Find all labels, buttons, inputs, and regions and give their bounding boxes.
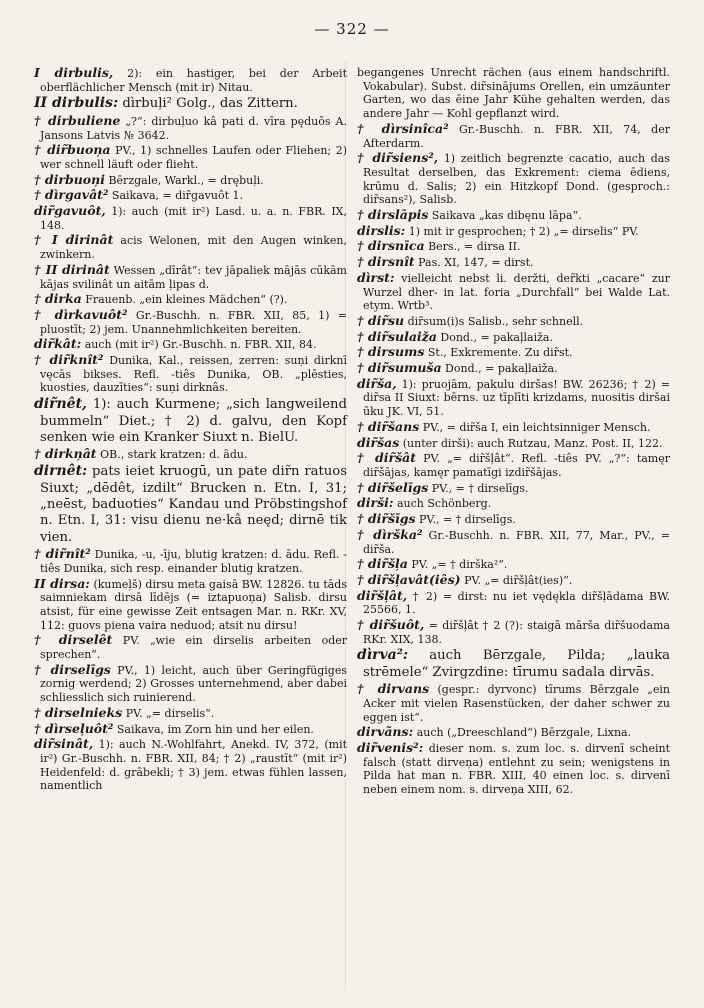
entry-text: acis Welonen, mit den Augen winken, zwinkern. xyxy=(40,234,348,262)
entry-headword: † dir̃siens², xyxy=(357,150,439,166)
dictionary-entry xyxy=(357,725,670,740)
dictionary-entry xyxy=(357,271,670,313)
dictionary-entry xyxy=(357,618,670,646)
entry-text: St., Exkremente. Zu dir̃st. xyxy=(427,346,573,360)
dictionary-entry xyxy=(34,292,347,307)
entry-text: Dunika, -u, -īju, blutig kratzen: d. ādu. Refl. -tiês Dunika, sich resp. einander blutig kratzen. xyxy=(40,548,347,575)
entry-headword: † dìrška² xyxy=(357,526,423,542)
entry-text: Bers., = dirsa II. xyxy=(428,240,521,254)
dictionary-entry xyxy=(34,577,347,633)
entry-text: begangenes Unrecht rächen (aus einem handschriftl. Vokabular). Subst. dir̃sinājums Orellen, ein umzäunter Garten, wo das ēine Jahr Kühe gehalten werden, das andere Jahr — Kohl gepflanzt wird. xyxy=(357,66,670,121)
dictionary-entry xyxy=(34,396,347,446)
entry-headword: dirši: xyxy=(357,495,394,511)
entry-text: PV., = † dirselīgs. xyxy=(419,513,516,527)
entry-headword: dir̃ša, xyxy=(357,375,397,391)
dictionary-entry xyxy=(34,188,347,203)
dictionary-entry xyxy=(357,420,670,435)
dictionary-entry xyxy=(357,224,670,239)
dictionary-entry xyxy=(357,436,670,451)
dictionary-entry xyxy=(34,263,347,291)
entry-headword: † dìrsinîca² xyxy=(357,120,449,136)
entry-headword: † dirbuoņi xyxy=(34,171,105,187)
entry-headword: † dir̃šuôt, xyxy=(357,617,425,633)
dictionary-entry xyxy=(34,173,347,188)
entry-text: dir̃sum(i)s Salisb., sehr schnell. xyxy=(407,314,584,328)
entry-headword: † dirselnieks xyxy=(34,704,123,720)
entry-text: 1): pruojām, pakulu diršas! BW. 26236; † 2) = dir̃sa II Siuxt: bērns. uz tīplīti krizdams, nuositis diršai ūku JK. VI, 51. xyxy=(363,377,670,419)
dictionary-entry xyxy=(357,741,670,797)
entry-text: PV., = dir̃ša I, ein leichtsinniger Mensch. xyxy=(422,420,651,434)
entry-text: Dunika, Kal., reissen, zerren: suņi dirknī vęcās bikses. Refl. -tiês Dunika, OB. „plēsties, kuosties, dauzīties“: suņi dirknâs. xyxy=(40,354,347,395)
dictionary-entry xyxy=(357,330,670,345)
entry-headword: dir̃kât: xyxy=(34,336,82,352)
dictionary-entry xyxy=(357,512,670,527)
entry-headword: † dirslāpis xyxy=(357,207,429,223)
entry-text: dìrbuļi² Golg., das Zittern. xyxy=(122,96,298,112)
dictionary-entry xyxy=(357,239,670,254)
dictionary-entry xyxy=(357,66,670,121)
dictionary-entry xyxy=(34,547,347,575)
entry-headword: † dir̃šans xyxy=(357,418,420,434)
dictionary-entry xyxy=(357,361,670,376)
entry-text: 2): ein hastiger, bei der Arbeit oberflächlicher Mensch (mit ir) Nitau. xyxy=(40,67,347,94)
entry-text: 1) zeitlich begrenzte cacatio, auch das Resultat derselben, das Exkrement: ciema ēdiens, krūmu d. Salis; 2) ein Hitzkopf Dond. (gesproch.: dir̃sans²), Salisb. xyxy=(363,152,670,207)
entry-headword: † dir̃nît² xyxy=(34,546,91,562)
entry-text: (gespr.: dyrvonc) tīrums Bērzgale „ein Acker mit vielen Rasenstücken, der daher schwer zu eggen ist“. xyxy=(363,683,671,724)
dictionary-entry xyxy=(357,481,670,496)
dictionary-entry xyxy=(357,573,670,588)
entry-headword: † dìrgavât² xyxy=(34,187,109,203)
dictionary-entry xyxy=(357,151,670,207)
entry-text: auch (mit ir²) Gr.-Buschh. n. FBR. XII, 84. xyxy=(84,338,317,352)
entry-headword: † dir̃knît² xyxy=(34,352,104,368)
dictionary-entry xyxy=(34,204,347,232)
entry-text: Saikava, = dir̃gavuôt 1. xyxy=(111,189,243,203)
dictionary-entry xyxy=(34,143,347,171)
entry-text: Bērzgale, Warkl., = drębuļi. xyxy=(108,173,264,187)
entry-headword: dirnêt: xyxy=(34,463,88,480)
entry-text: pats ieiet kruogū, un pate dir̃n ratuos Siuxt; „dēdêt, izdilt“ Brucken n. Etn. I, 31; „neēst, baduoties“ Kandau und Pröbstingshof n. Etn. I, 31: visu dienu ne·kâ neęd; dirnē tik vien. xyxy=(40,464,347,545)
entry-headword: † dir̃sumuša xyxy=(357,360,442,376)
entry-headword: dir̃gavuôt, xyxy=(34,203,106,219)
entry-text: PV., = † dirselīgs. xyxy=(431,481,529,495)
page-number: — 322 — xyxy=(314,20,390,38)
dictionary-entry xyxy=(34,463,347,546)
entry-headword: † dirsnît xyxy=(357,254,415,270)
entry-text: Dond., = pakaļlaiža. xyxy=(440,330,553,344)
dictionary-entry xyxy=(34,95,347,112)
entry-headword: † II dirinât xyxy=(34,261,110,277)
dictionary-entry xyxy=(34,722,347,737)
dictionary-entry xyxy=(34,66,347,94)
entry-headword: II dirsa: xyxy=(34,575,90,591)
left-column xyxy=(34,66,347,794)
entry-text: PV. „= dir̃šļât(ies)“. xyxy=(464,573,573,587)
dictionary-entry xyxy=(357,122,670,150)
dictionary-entry xyxy=(34,663,347,705)
entry-headword: dir̃nêt, xyxy=(34,396,87,413)
entry-text: PV., 1) leicht, auch über Geringfügiges zornig werdend; 2) Grosses unternehmend, aber dabei schliesslich sich ruinierend. xyxy=(40,663,348,705)
entry-headword: dir̃venis²: xyxy=(357,740,424,756)
dictionary-entry xyxy=(357,589,670,617)
entry-headword: † dirselêt xyxy=(34,632,113,648)
entry-headword: † dirka xyxy=(34,291,82,307)
entry-headword: dir̃šļât, xyxy=(357,587,408,603)
entry-headword: dir̃šas xyxy=(357,434,400,450)
entry-text: Gr.-Buschh. n. FBR. XII, 77, Mar., PV., = dir̃ša. xyxy=(363,528,670,556)
entry-text: Gr.-Buschh. n. FBR. XII, 85, 1) = pluostīt; 2) jem. Unannehmlichkeiten bereiten. xyxy=(40,308,347,336)
entry-headword: † dir̃šelīgs xyxy=(357,479,429,495)
entry-text: Wessen „dīrât“: tev jāpaliek mājās cūkām kājas svilinât un aitām ļipas d. xyxy=(40,263,347,291)
dictionary-entry xyxy=(357,647,670,681)
entry-headword: † dìrkavuôt² xyxy=(34,306,128,322)
entry-headword: † dirvans xyxy=(357,681,430,697)
entry-headword: † dir̃šât xyxy=(357,450,417,466)
entry-text: 1) mit ir gesprochen; † 2) „= dirselis“ PV. xyxy=(408,224,639,238)
entry-text: PV. „= † dirška²“. xyxy=(411,558,508,572)
dictionary-entry xyxy=(357,682,670,724)
entry-text: (kumeļš) dirsu meta gaisā BW. 12826. tu tāds saimniekam dirsā līdējs (= iztapuoņa) Salisb. dirsu atsist, für eine gewisse Zeit entsagen Mar. n. RKr. XV, 112: guovs piena vaira neduod; atsit nu dirsu! xyxy=(40,577,347,632)
entry-headword: † dirkņât xyxy=(34,446,97,462)
dictionary-entry xyxy=(357,557,670,572)
entry-headword: dìrst: xyxy=(357,269,395,285)
entry-headword: II dirbulis: xyxy=(34,95,119,112)
entry-text: Dond., = pakaļlaiža. xyxy=(445,362,558,376)
entry-text: vielleicht nebst li. deržti, der̃kti „cacare“ zur Wurzel dher- in lat. foria „Durchfall“ bei Walde Lat. etym. Wrtb³. xyxy=(363,271,671,313)
entry-text: OB., stark kratzen: d. ādu. xyxy=(100,448,248,462)
entry-text: 1): auch Kurmene; „sich langweilend bummeln“ Diet.; † 2) d. galvu, den Kopf senken wie ein Kranker Siuxt n. BielU. xyxy=(40,397,347,445)
entry-text: auch („Dreeschland“) Bērzgale, Lixna. xyxy=(416,726,632,740)
entry-headword: † dir̃buoņa xyxy=(34,142,111,158)
entry-headword: † dir̃šļavât(iês) xyxy=(357,571,461,587)
entry-text: auch Schönberg. xyxy=(396,497,492,511)
entry-text: PV. „= dir̃šļât“. Refl. -tiês PV. „?“: tamęr dir̃šājas, kamęr pamatīgi izdir̃šājas. xyxy=(363,452,670,479)
entry-text: „?“: dirbuļuo kâ pati d. vīra pęduõs A. Jansons Latvis № 3642. xyxy=(40,114,347,142)
entry-headword: † dir̃sulaiža xyxy=(357,328,437,344)
entry-text: Frauenb. „ein kleines Mädchen“ (?). xyxy=(85,293,288,307)
entry-text: auch Bērzgale, Pilda; „lauka strēmele“ Zvirgzdine: tīrumu sadala dirvās. xyxy=(363,648,670,680)
dictionary-entry xyxy=(34,633,347,661)
entry-headword: † dirsnīca xyxy=(357,238,425,254)
entry-headword: † dirsums xyxy=(357,344,425,360)
entry-text: Saikava „kas dibęnu lāpa“. xyxy=(431,209,582,223)
entry-headword: dirvãns: xyxy=(357,724,414,740)
entry-text: 1): auch N.-Wohlfahrt, Anekd. IV, 372, (mit ir²) Gr.-Buschh. n. FBR. XII, 84; † 2) „raustīt“ (mit ir²) Heidenfeld: d. grābekli; † 3) jem. etwas fühlen lassen, namentlich xyxy=(40,738,348,793)
dictionary-entry xyxy=(357,496,670,511)
dictionary-entry xyxy=(34,308,347,336)
entry-text: † 2) = dirst: nu iet vędękla dir̃šļādama BW. 25566, 1. xyxy=(363,589,670,617)
entry-text: (unter dirši): auch Rutzau, Manz. Post. II, 122. xyxy=(402,436,663,450)
entry-text: PV., 1) schnelles Laufen oder Fliehen; 2) wer schnell läuft oder flieht. xyxy=(40,144,348,171)
entry-text: Pas. XI, 147, = dirst. xyxy=(418,256,534,270)
entry-headword: † dirselīgs xyxy=(34,661,111,677)
entry-text: Gr.-Buschh. n. FBR. XII, 74, der Afterdarm. xyxy=(363,122,670,150)
entry-text: Saikava, im Zorn hin und her eilen. xyxy=(116,722,314,736)
dictionary-entry xyxy=(34,233,347,261)
dictionary-entry xyxy=(357,255,670,270)
entry-text: 1): auch (mit ir²) Lasd. u. a. n. FBR. IX, 148. xyxy=(40,205,347,232)
dictionary-entry xyxy=(34,337,347,352)
dictionary-entry xyxy=(357,314,670,329)
entry-headword: dìrva²: xyxy=(357,647,408,664)
dictionary-entry xyxy=(34,114,347,142)
dictionary-entry xyxy=(357,345,670,360)
dictionary-entry xyxy=(357,451,670,479)
right-column xyxy=(357,66,670,798)
dictionary-entry xyxy=(357,528,670,556)
dictionary-entry xyxy=(357,377,670,419)
dictionary-entry xyxy=(34,706,347,721)
dictionary-entry xyxy=(34,447,347,462)
entry-headword: † dir̃su xyxy=(357,312,405,328)
entry-text: dieser nom. s. zum loc. s. dirvenī scheint falsch (statt dirveņa) entlehnt zu sein; wenigstens in Pilda hat man n. FBR. XIII, 40 einen loc. s. dirvenī neben einem nom. s. dirveņa XIII, 62. xyxy=(363,742,670,797)
dictionary-entry xyxy=(357,208,670,223)
entry-headword: † dir̃šīgs xyxy=(357,511,416,527)
entry-text: PV. „wie ein dirselis arbeiten oder sprechen“. xyxy=(40,634,348,662)
entry-headword: † dirbuliene xyxy=(34,112,121,128)
dictionary-entry xyxy=(34,737,347,793)
entry-text: = dir̃šļât † 2 (?): staigā mārša dir̃šuodama RKr. XIX, 138. xyxy=(363,619,670,646)
entry-headword: † dìrseļuôt² xyxy=(34,720,114,736)
entry-text: PV. „= dirselis“. xyxy=(125,706,215,720)
entry-headword: dir̃sinât, xyxy=(34,736,94,752)
dictionary-entry xyxy=(34,353,347,395)
entry-headword: † I dirinât xyxy=(34,232,114,248)
entry-headword: dirslis: xyxy=(357,222,406,238)
entry-headword: † dir̃šļa xyxy=(357,556,408,572)
entry-headword: I dirbulis, xyxy=(34,65,114,80)
